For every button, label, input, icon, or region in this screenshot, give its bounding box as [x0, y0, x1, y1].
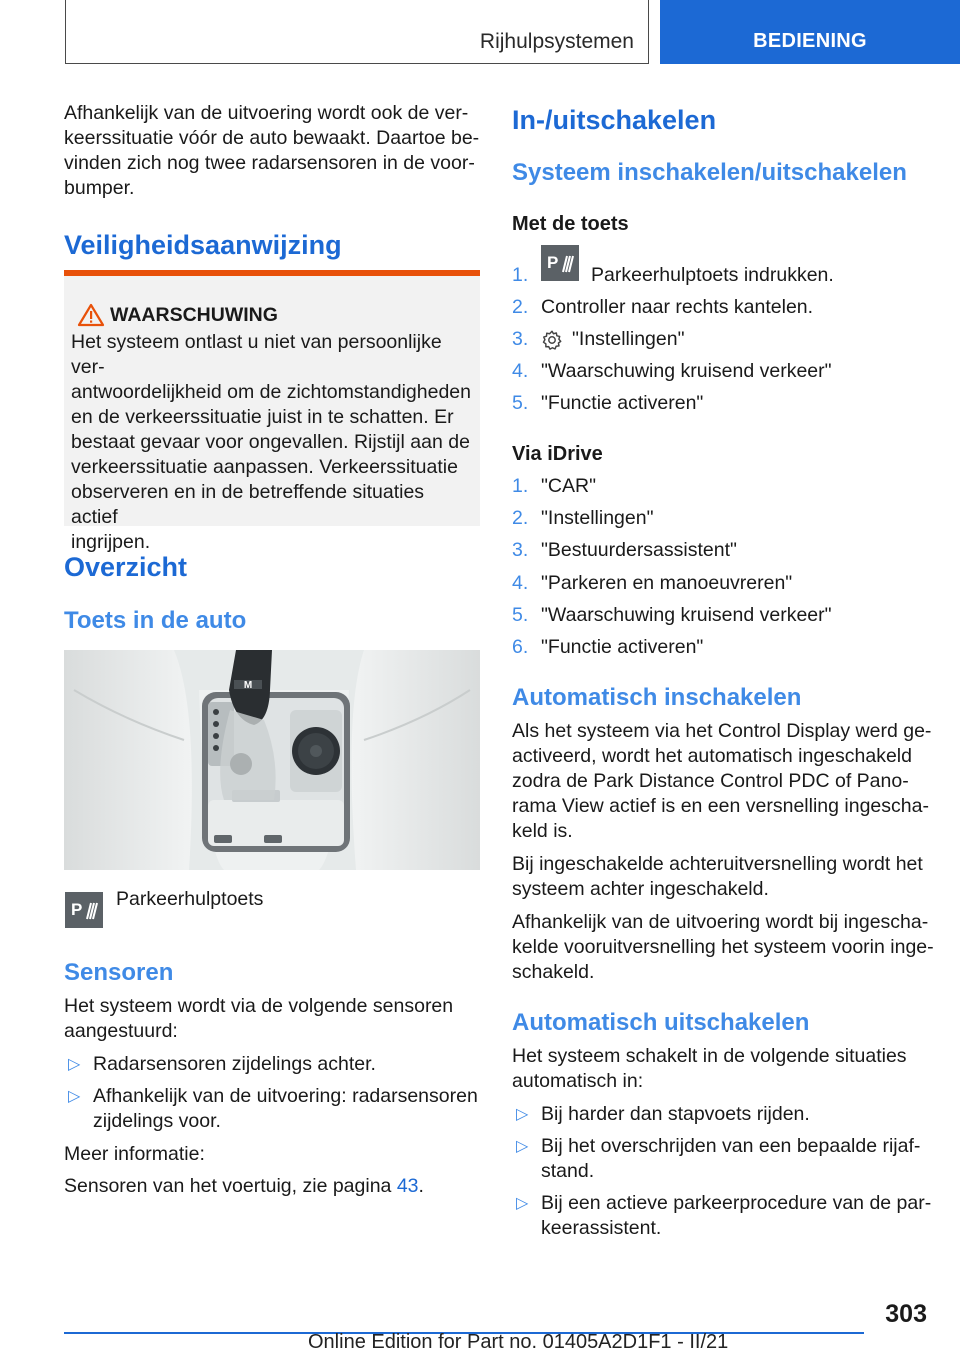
bullet-text: Bij het overschrijden van een bepaalde rijaf-	[541, 1135, 921, 1157]
page-link[interactable]: 43	[396, 1175, 419, 1197]
step-text: "Waarschuwing kruisend verkeer"	[541, 604, 832, 626]
button-heading: Toets in de auto	[64, 607, 247, 634]
bullet-text: stand.	[541, 1160, 595, 1182]
step-text: "CAR"	[541, 475, 597, 497]
sensors-bullet-list	[64, 1052, 484, 1132]
cross-reference	[64, 1174, 424, 1199]
paragraph-line: rama View actief is en een versnelling ingescha-	[512, 795, 929, 817]
step-text: "Instellingen"	[541, 507, 654, 529]
warning-line: en de verkeerssituatie juist in te schatten. Er	[71, 406, 454, 428]
center-console-photo	[64, 650, 480, 870]
step-number: 5.	[512, 604, 529, 626]
auto-on-paragraph-2	[512, 852, 942, 902]
step-text: "Bestuurdersassistent"	[541, 539, 737, 561]
auto-on-paragraph-3	[512, 910, 942, 985]
step-number: 4.	[512, 572, 529, 594]
button-step-list	[512, 241, 932, 421]
step-number: 3.	[512, 328, 529, 350]
header-chapter-title: BEDIENING	[753, 30, 867, 52]
auto-on-paragraph-1	[512, 719, 942, 844]
triangle-bullet-icon: ▷	[68, 1088, 81, 1105]
bullet-text: Afhankelijk van de uitvoering: radarsensoren	[93, 1085, 478, 1107]
step-text: "Functie activeren"	[541, 392, 704, 414]
cross-reference-text: Sensoren van het voertuig, zie pagina	[64, 1175, 397, 1197]
step-text: "Parkeren en manoeuvreren"	[541, 572, 793, 594]
triangle-bullet-icon: ▷	[516, 1106, 529, 1123]
step-number: 3.	[512, 539, 529, 561]
step-number: 6.	[512, 636, 529, 658]
step-number: 4.	[512, 360, 529, 382]
more-info-label: Meer informatie:	[64, 1143, 205, 1165]
paragraph-line: Afhankelijk van de uitvoering wordt bij ingescha-	[512, 911, 929, 933]
intro-line: vinden zich nog twee radarsensoren in de voor-	[64, 152, 475, 174]
cross-reference-end: .	[418, 1175, 424, 1197]
step-number: 1.	[512, 475, 529, 497]
park-assist-glyph	[69, 897, 99, 923]
gear-icon	[541, 329, 563, 351]
step-number: 5.	[512, 392, 529, 414]
paragraph-line: Het systeem schakelt in de volgende situaties	[512, 1045, 907, 1067]
paragraph-line: keld is.	[512, 820, 573, 842]
page-number: 303	[885, 1300, 927, 1328]
intro-paragraph	[64, 101, 484, 201]
step-text: "Functie activeren"	[541, 636, 704, 658]
step-text: Parkeerhulptoets indrukken.	[591, 264, 834, 286]
paragraph-line: automatisch in:	[512, 1070, 644, 1092]
step-number: 2.	[512, 507, 529, 529]
park-assist-icon	[541, 245, 579, 281]
overview-heading: Overzicht	[64, 552, 188, 582]
intro-line: keerssituatie vóór de auto bewaakt. Daartoe be-	[64, 127, 480, 149]
bullet-text: keerassistent.	[541, 1217, 662, 1239]
triangle-bullet-icon: ▷	[516, 1138, 529, 1155]
idrive-step-list	[512, 474, 932, 674]
auto-off-paragraph	[512, 1044, 942, 1094]
step-text: Controller naar rechts kantelen.	[541, 296, 814, 318]
park-assist-glyph	[545, 250, 575, 276]
auto-off-heading: Automatisch uitschakelen	[512, 1009, 810, 1036]
sensors-line: Het systeem wordt via de volgende sensoren	[64, 995, 454, 1017]
gear-selector-logo: M	[243, 680, 253, 691]
sensors-line: aangestuurd:	[64, 1020, 178, 1042]
bullet-text: Bij harder dan stapvoets rijden.	[541, 1103, 810, 1125]
bullet-text: Bij een actieve parkeerprocedure van de par-	[541, 1192, 932, 1214]
idrive-subheading: Via iDrive	[512, 443, 603, 465]
safety-heading: Veiligheidsaanwijzing	[64, 230, 342, 260]
header-section-title: Rijhulpsystemen	[479, 30, 634, 53]
warning-line: antwoordelijkheid om de zichtomstandigheden	[71, 381, 471, 403]
button-subheading: Met de toets	[512, 213, 629, 235]
warning-line: observeren en in de betreffende situaties actief	[71, 481, 425, 528]
step-text: "Waarschuwing kruisend verkeer"	[541, 360, 832, 382]
paragraph-line: Als het systeem via het Control Display werd ge-	[512, 720, 932, 742]
footer-edition: Online Edition for Part no. 01405A2D1F1 - II/21	[308, 1331, 729, 1353]
switch-heading: In-/uitschakelen	[512, 105, 717, 135]
auto-off-bullet-list	[512, 1102, 942, 1242]
intro-line: bumper.	[64, 177, 135, 199]
header-section-tab	[65, 0, 649, 64]
paragraph-line: schakeld.	[512, 961, 595, 983]
paragraph-line: kelde vooruitversnelling het systeem voorin inge-	[512, 936, 934, 958]
warning-title: WAARSCHUWING	[110, 304, 278, 326]
system-switch-heading: Systeem inschakelen/uitschakelen	[512, 159, 907, 186]
step-number: 2.	[512, 296, 529, 318]
warning-line: ingrijpen.	[71, 531, 151, 553]
warning-line: bestaat gevaar voor ongevallen. Rijstijl aan de	[71, 431, 470, 453]
triangle-bullet-icon: ▷	[68, 1056, 81, 1073]
svg-text:P: P	[547, 253, 559, 272]
triangle-bullet-icon: ▷	[516, 1195, 529, 1212]
bullet-text: Radarsensoren zijdelings achter.	[93, 1053, 376, 1075]
paragraph-line: Bij ingeschakelde achteruitversnelling wordt het	[512, 853, 923, 875]
paragraph-line: systeem achter ingeschakeld.	[512, 878, 769, 900]
paragraph-line: zodra de Park Distance Control PDC of Pano-	[512, 770, 909, 792]
sensors-heading: Sensoren	[64, 959, 174, 986]
paragraph-line: activeerd, wordt het automatisch ingeschakeld	[512, 745, 912, 767]
photo-caption: Parkeerhulptoets	[116, 888, 264, 910]
svg-text:P: P	[71, 900, 83, 919]
warning-line: verkeerssituatie aanpassen. Verkeerssituatie	[71, 456, 458, 478]
warning-line: Het systeem ontlast u niet van persoonlijke ver-	[71, 331, 442, 378]
sensors-paragraph	[64, 994, 484, 1044]
bullet-text: zijdelings voor.	[93, 1110, 221, 1132]
step-text: "Instellingen"	[572, 328, 685, 350]
header-chapter-tab	[660, 0, 960, 64]
warning-box	[64, 270, 480, 553]
auto-on-heading: Automatisch inschakelen	[512, 684, 802, 711]
park-assist-icon	[65, 892, 103, 928]
warning-text	[71, 330, 475, 555]
center-console-illustration	[64, 650, 480, 870]
intro-line: Afhankelijk van de uitvoering wordt ook de ver-	[64, 102, 469, 124]
step-number: 1.	[512, 264, 529, 286]
warning-triangle-icon	[77, 303, 105, 327]
